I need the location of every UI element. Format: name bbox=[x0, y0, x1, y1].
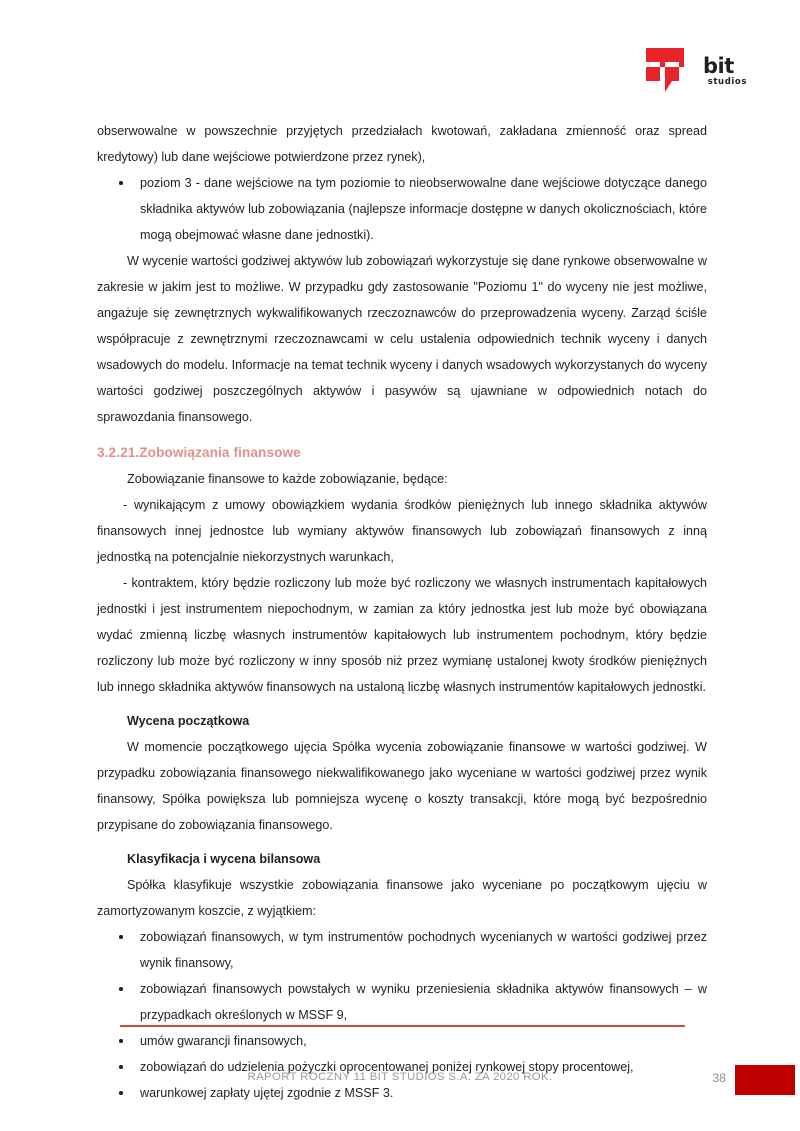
page-footer bbox=[0, 1011, 800, 1131]
list-item bbox=[97, 170, 707, 248]
list-item-label: warunkowej zapłaty ujętej zgodnie z MSSF 3. bbox=[140, 1086, 394, 1100]
list-item-label: zobowiązań finansowych, w tym instrumentów pochodnych wycenianych w wartości godziwej przez wynik finansowy, bbox=[140, 930, 707, 970]
section-heading-3-2-21: 3.2.21.Zobowiązania finansowe bbox=[97, 445, 301, 460]
bullet-dot-icon bbox=[119, 181, 123, 185]
paragraph-definition-intro: Zobowiązanie finansowe to każde zobowiązanie, będące: bbox=[127, 472, 448, 486]
page-header bbox=[0, 0, 800, 112]
logo-mark-icon bbox=[646, 48, 698, 96]
list-item-label: poziom 3 - dane wejściowe na tym poziomie to nieobserwowalne dane wejściowe dotyczące danego składnika aktywów lub zobowiązania (najlepsze informacje dostępne w danych okolicznościach, które mogą obejmować własne dane jednostki). bbox=[140, 176, 707, 242]
paragraph-classification: Spółka klasyfikuje wszystkie zobowiązania finansowe jako wyceniane po początkowym ujęciu w zamortyzowanym koszcie, z wyjątkiem: bbox=[97, 878, 707, 918]
list-item-label: umów gwarancji finansowych, bbox=[140, 1034, 307, 1048]
list-item bbox=[97, 924, 707, 976]
paragraph-dash-2: - kontraktem, który będzie rozliczony lub może być rozliczony we własnych instrumentach kapitałowych jednostki i jest instrumentem niepochodnym, w zamian za który jednostka jest lub może być obowiązana wydać zmienną liczbę własnych instrumentów kapitałowych lub instrumentem pochodnym, który będzie rozliczony lub może być rozliczony w inny sposób niż przez wymianę ustalonej kwoty środków pieniężnych lub innego składnika aktywów finansowych na ustaloną liczbę własnych instrumentów kapitałowych jednostki. bbox=[97, 576, 707, 694]
spacer bbox=[97, 700, 707, 708]
bullet-list-poziomy bbox=[97, 170, 707, 248]
footer-divider bbox=[120, 1025, 685, 1027]
logo-bit-text: bit bbox=[703, 54, 734, 78]
bullet-continuation-text: obserwowalne w powszechnie przyjętych przedziałach kwotowań, zakładana zmienność oraz spread kredytowy) lub dane wejściowe potwierdzone przez rynek), bbox=[97, 124, 707, 164]
11-bit-studios-logo bbox=[646, 48, 747, 98]
footer-red-block bbox=[735, 1065, 795, 1095]
document-content bbox=[97, 118, 707, 1106]
subheading-klasyfikacja-wycena: Klasyfikacja i wycena bilansowa bbox=[127, 852, 321, 866]
paragraph-fair-value: W wycenie wartości godziwej aktywów lub zobowiązań wykorzystuje się dane rynkowe obserwowalne w zakresie w jakim jest to możliwe. W przypadku gdy zastosowanie "Poziomu 1" do wyceny nie jest możliwe, angażuje się zewnętrznych wykwalifikowanych rzeczoznawców do przeprowadzenia wyceny. Zarząd ściśle współpracuje z zewnętrznymi rzeczoznawcami w celu ustalenia odpowiednich technik wyceny i danych wsadowych do modelu. Informacje na temat technik wyceny i danych wsadowych wykorzystanych do wyceny wartości godziwej poszczególnych aktywów i pasywów są ujawniane w odpowiednich notach do sprawozdania finansowego. bbox=[97, 254, 707, 424]
list-item-label: zobowiązań do udzielenia pożyczki oprocentowanej poniżej rynkowej stopy procentowej, bbox=[140, 1060, 634, 1074]
bullet-dot-icon bbox=[119, 935, 123, 939]
logo-wordmark bbox=[703, 56, 747, 87]
footer-report-title: RAPORT ROCZNY 11 BIT STUDIOS S.A. ZA 2020 ROK. bbox=[247, 1071, 553, 1083]
bullet-dot-icon bbox=[119, 987, 123, 991]
spacer bbox=[97, 838, 707, 846]
paragraph-initial-measurement: W momencie początkowego ujęcia Spółka wycenia zobowiązanie finansowe w wartości godziwej. W przypadku zobowiązania finansowego niekwalifikowanego jako wyceniane w wartości godziwej przez wynik finansowy, Spółka powiększa lub pomniejsza wycenę o koszty transakcji, które mogą być bezpośrednio przypisane do zobowiązania finansowego. bbox=[97, 740, 707, 832]
paragraph-dash-1: - wynikającym z umowy obowiązkiem wydania środków pieniężnych lub innego składnika aktywów finansowych innej jednostce lub wymiany aktywów finansowych lub zobowiązań finansowych z inną jednostką na potencjalnie niekorzystnych warunkach, bbox=[97, 498, 707, 564]
logo-studios-text: studios bbox=[707, 77, 747, 87]
list-item-label: zobowiązań finansowych powstałych w wyniku przeniesienia składnika aktywów finansowych – w przypadkach określonych w MSSF 9, bbox=[140, 982, 707, 1022]
subheading-wycena-poczatkowa: Wycena początkowa bbox=[127, 714, 250, 728]
page-number: 38 bbox=[712, 1071, 726, 1085]
